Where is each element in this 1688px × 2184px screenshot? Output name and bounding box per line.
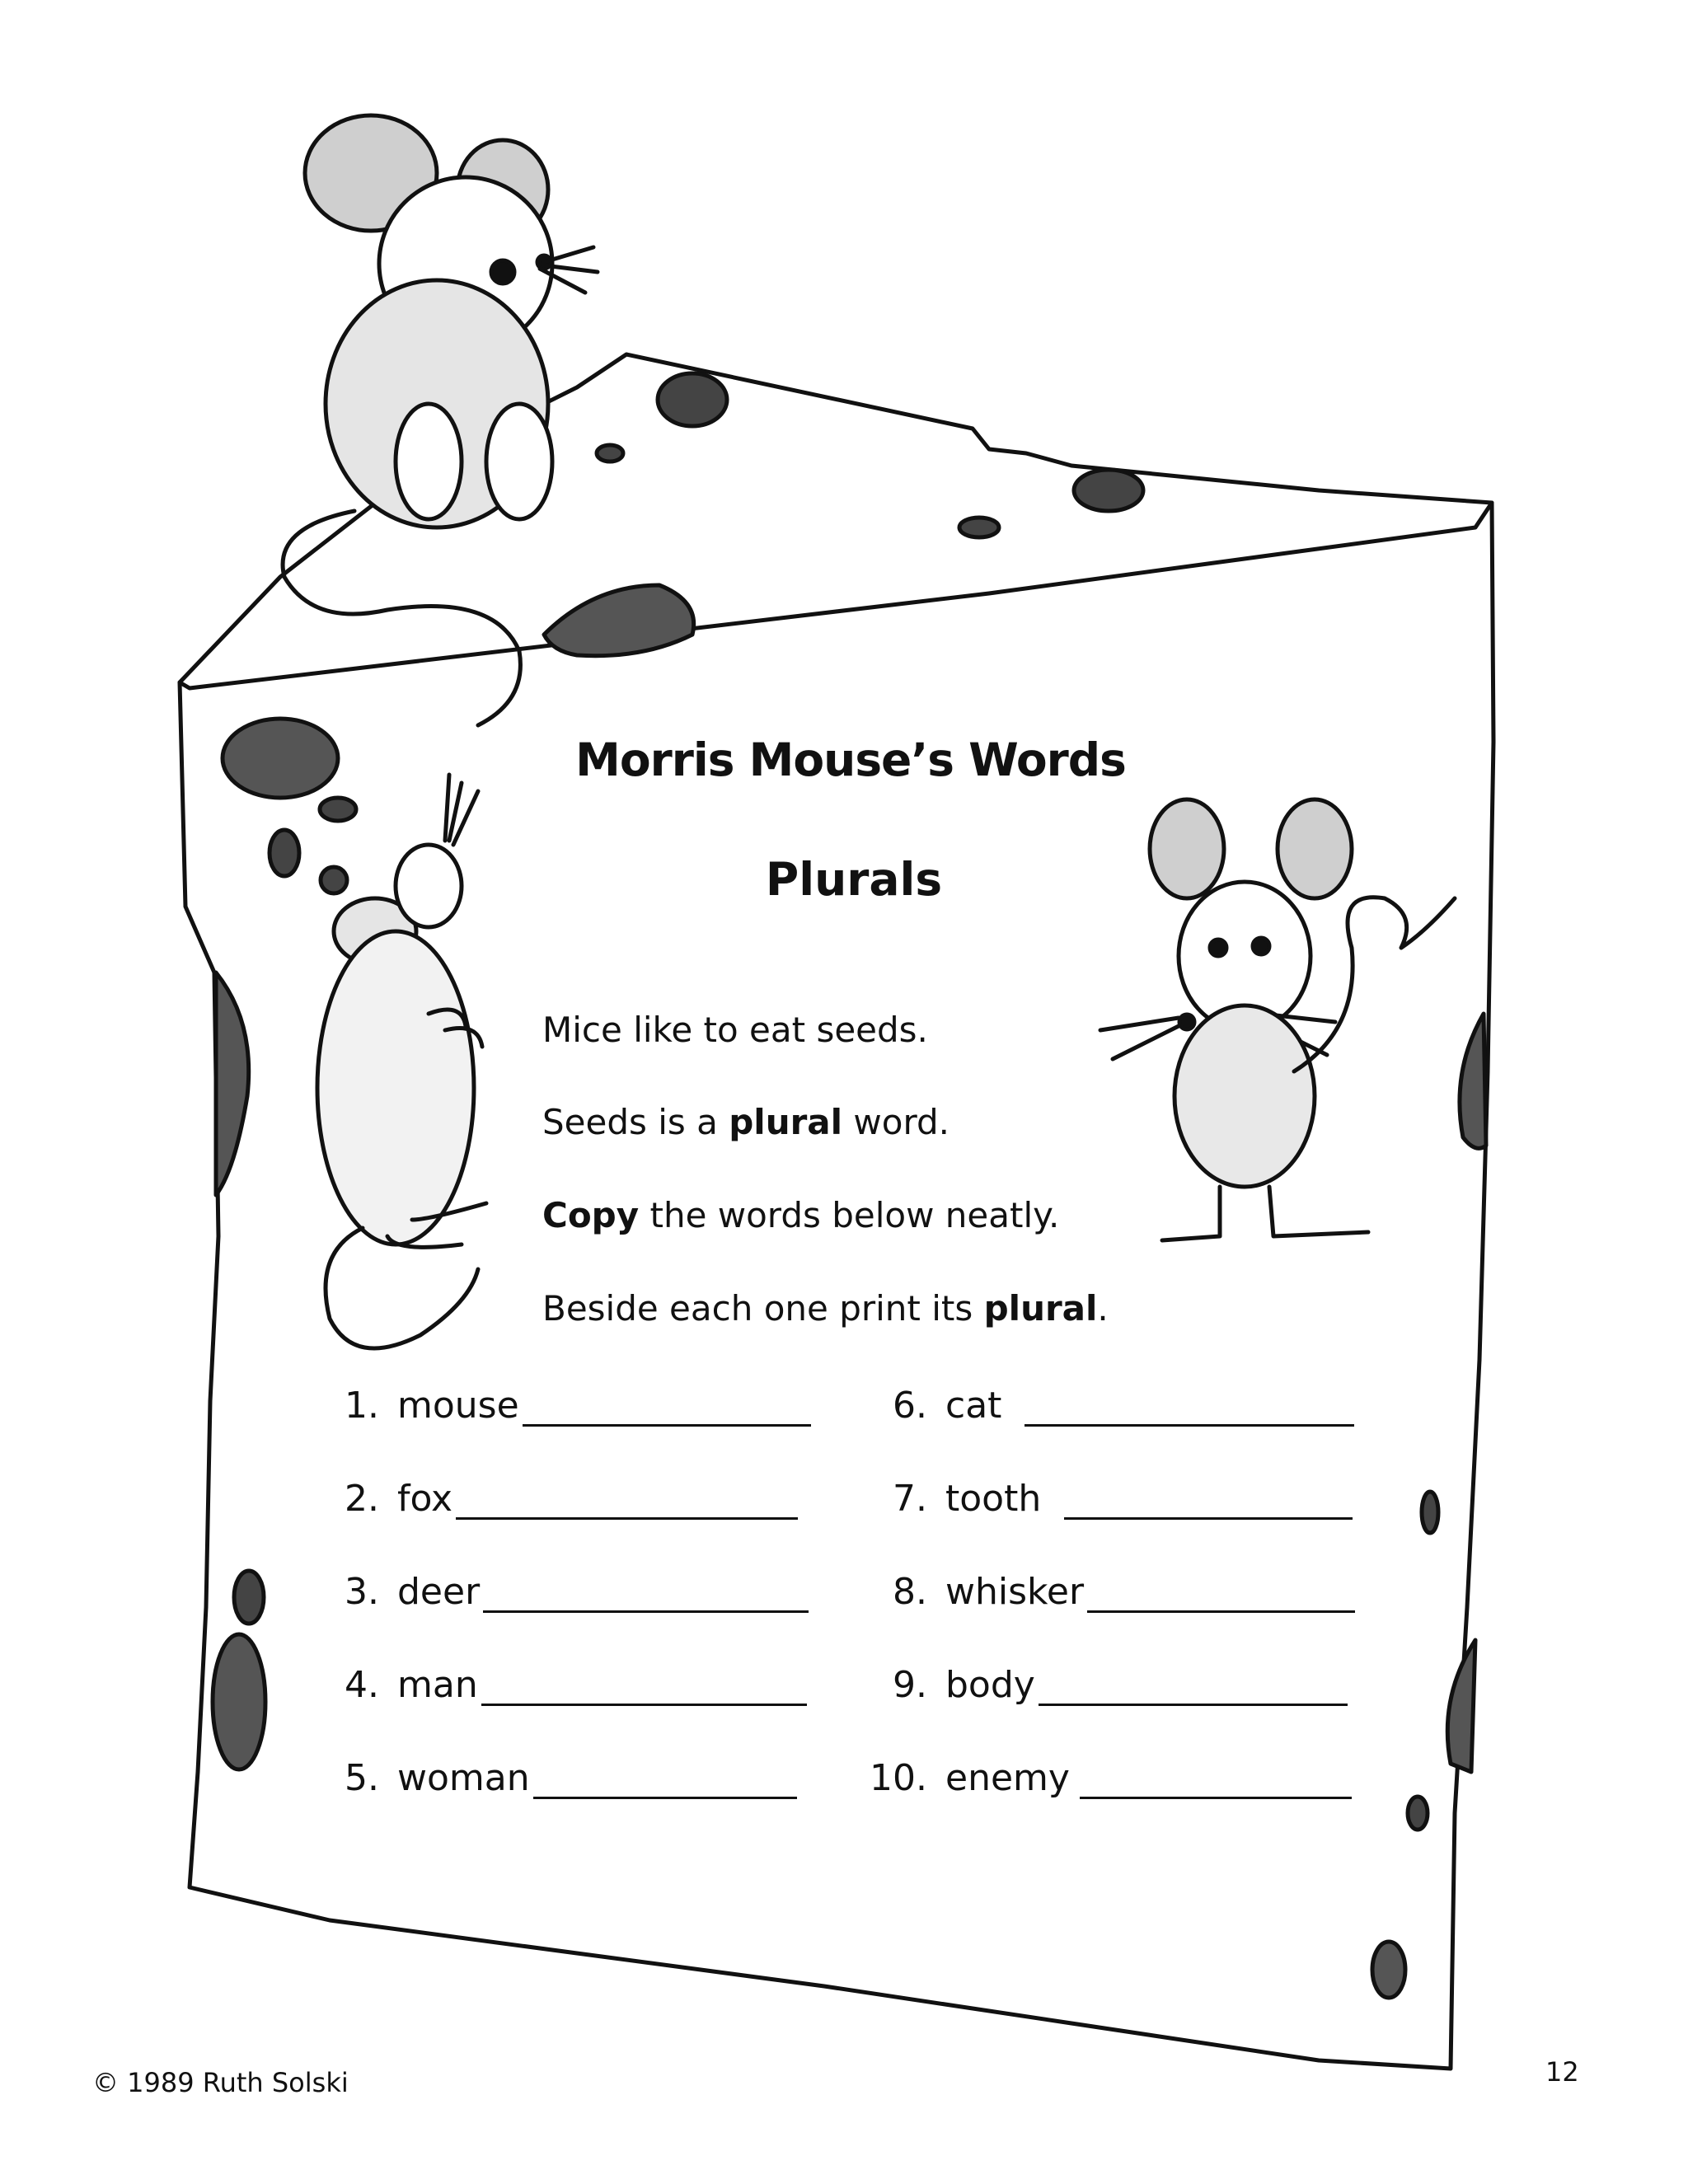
answer-line[interactable] bbox=[1025, 1416, 1354, 1427]
word-item-5 bbox=[338, 1757, 797, 1799]
instruction-text: the words below neatly. bbox=[639, 1195, 1060, 1235]
item-number: 7. bbox=[893, 1478, 927, 1520]
item-number: 10. bbox=[870, 1757, 927, 1799]
item-word: cat bbox=[945, 1385, 1002, 1427]
word-item-1 bbox=[338, 1385, 811, 1427]
answer-line[interactable] bbox=[533, 1788, 797, 1799]
copyright-notice: © 1989 Ruth Solski bbox=[92, 2067, 349, 2098]
word-item-7 bbox=[870, 1478, 1353, 1520]
item-number: 9. bbox=[893, 1664, 927, 1706]
worksheet-subtitle: Plurals bbox=[765, 853, 943, 906]
answer-line[interactable] bbox=[1087, 1602, 1355, 1613]
word-item-10 bbox=[870, 1757, 1352, 1799]
instruction-line-3 bbox=[542, 1195, 1059, 1235]
instruction-line-2 bbox=[542, 1102, 950, 1142]
instruction-text: . bbox=[1097, 1288, 1109, 1329]
instruction-text: Mice like to eat seeds. bbox=[542, 1010, 928, 1050]
instruction-bold: plural bbox=[983, 1288, 1098, 1329]
item-word: deer bbox=[397, 1571, 481, 1613]
item-word: whisker bbox=[945, 1571, 1085, 1613]
item-number: 5. bbox=[345, 1757, 379, 1799]
answer-line[interactable] bbox=[1080, 1788, 1352, 1799]
item-word: enemy bbox=[945, 1757, 1070, 1799]
item-word: mouse bbox=[397, 1385, 519, 1427]
answer-line[interactable] bbox=[1064, 1509, 1353, 1520]
word-item-2 bbox=[338, 1478, 798, 1520]
instruction-bold: Copy bbox=[542, 1195, 640, 1235]
item-number: 2. bbox=[345, 1478, 379, 1520]
answer-line[interactable] bbox=[1039, 1695, 1348, 1706]
instruction-line-4 bbox=[542, 1288, 1109, 1329]
item-word: body bbox=[945, 1664, 1035, 1706]
item-number: 8. bbox=[893, 1571, 927, 1613]
worksheet-title: Morris Mouse’s Words bbox=[575, 733, 1126, 786]
word-item-8 bbox=[870, 1571, 1355, 1613]
item-number: 4. bbox=[345, 1664, 379, 1706]
instruction-bold: plural bbox=[729, 1102, 843, 1142]
answer-line[interactable] bbox=[481, 1695, 807, 1706]
item-word: woman bbox=[397, 1757, 530, 1799]
word-item-6 bbox=[870, 1385, 1354, 1427]
word-item-9 bbox=[870, 1664, 1348, 1706]
answer-line[interactable] bbox=[483, 1602, 809, 1613]
instruction-text: Beside each one print its bbox=[542, 1288, 984, 1329]
word-item-3 bbox=[338, 1571, 809, 1613]
item-word: fox bbox=[397, 1478, 453, 1520]
item-number: 3. bbox=[345, 1571, 379, 1613]
answer-line[interactable] bbox=[523, 1416, 811, 1427]
item-number: 1. bbox=[345, 1385, 379, 1427]
item-number: 6. bbox=[893, 1385, 927, 1427]
item-word: tooth bbox=[945, 1478, 1042, 1520]
page-number: 12 bbox=[1545, 2056, 1579, 2088]
instruction-text: word. bbox=[842, 1102, 950, 1142]
instruction-text: Seeds is a bbox=[542, 1102, 729, 1142]
instruction-line-1 bbox=[542, 1010, 928, 1050]
item-word: man bbox=[397, 1664, 478, 1706]
word-item-4 bbox=[338, 1664, 807, 1706]
answer-line[interactable] bbox=[456, 1509, 798, 1520]
